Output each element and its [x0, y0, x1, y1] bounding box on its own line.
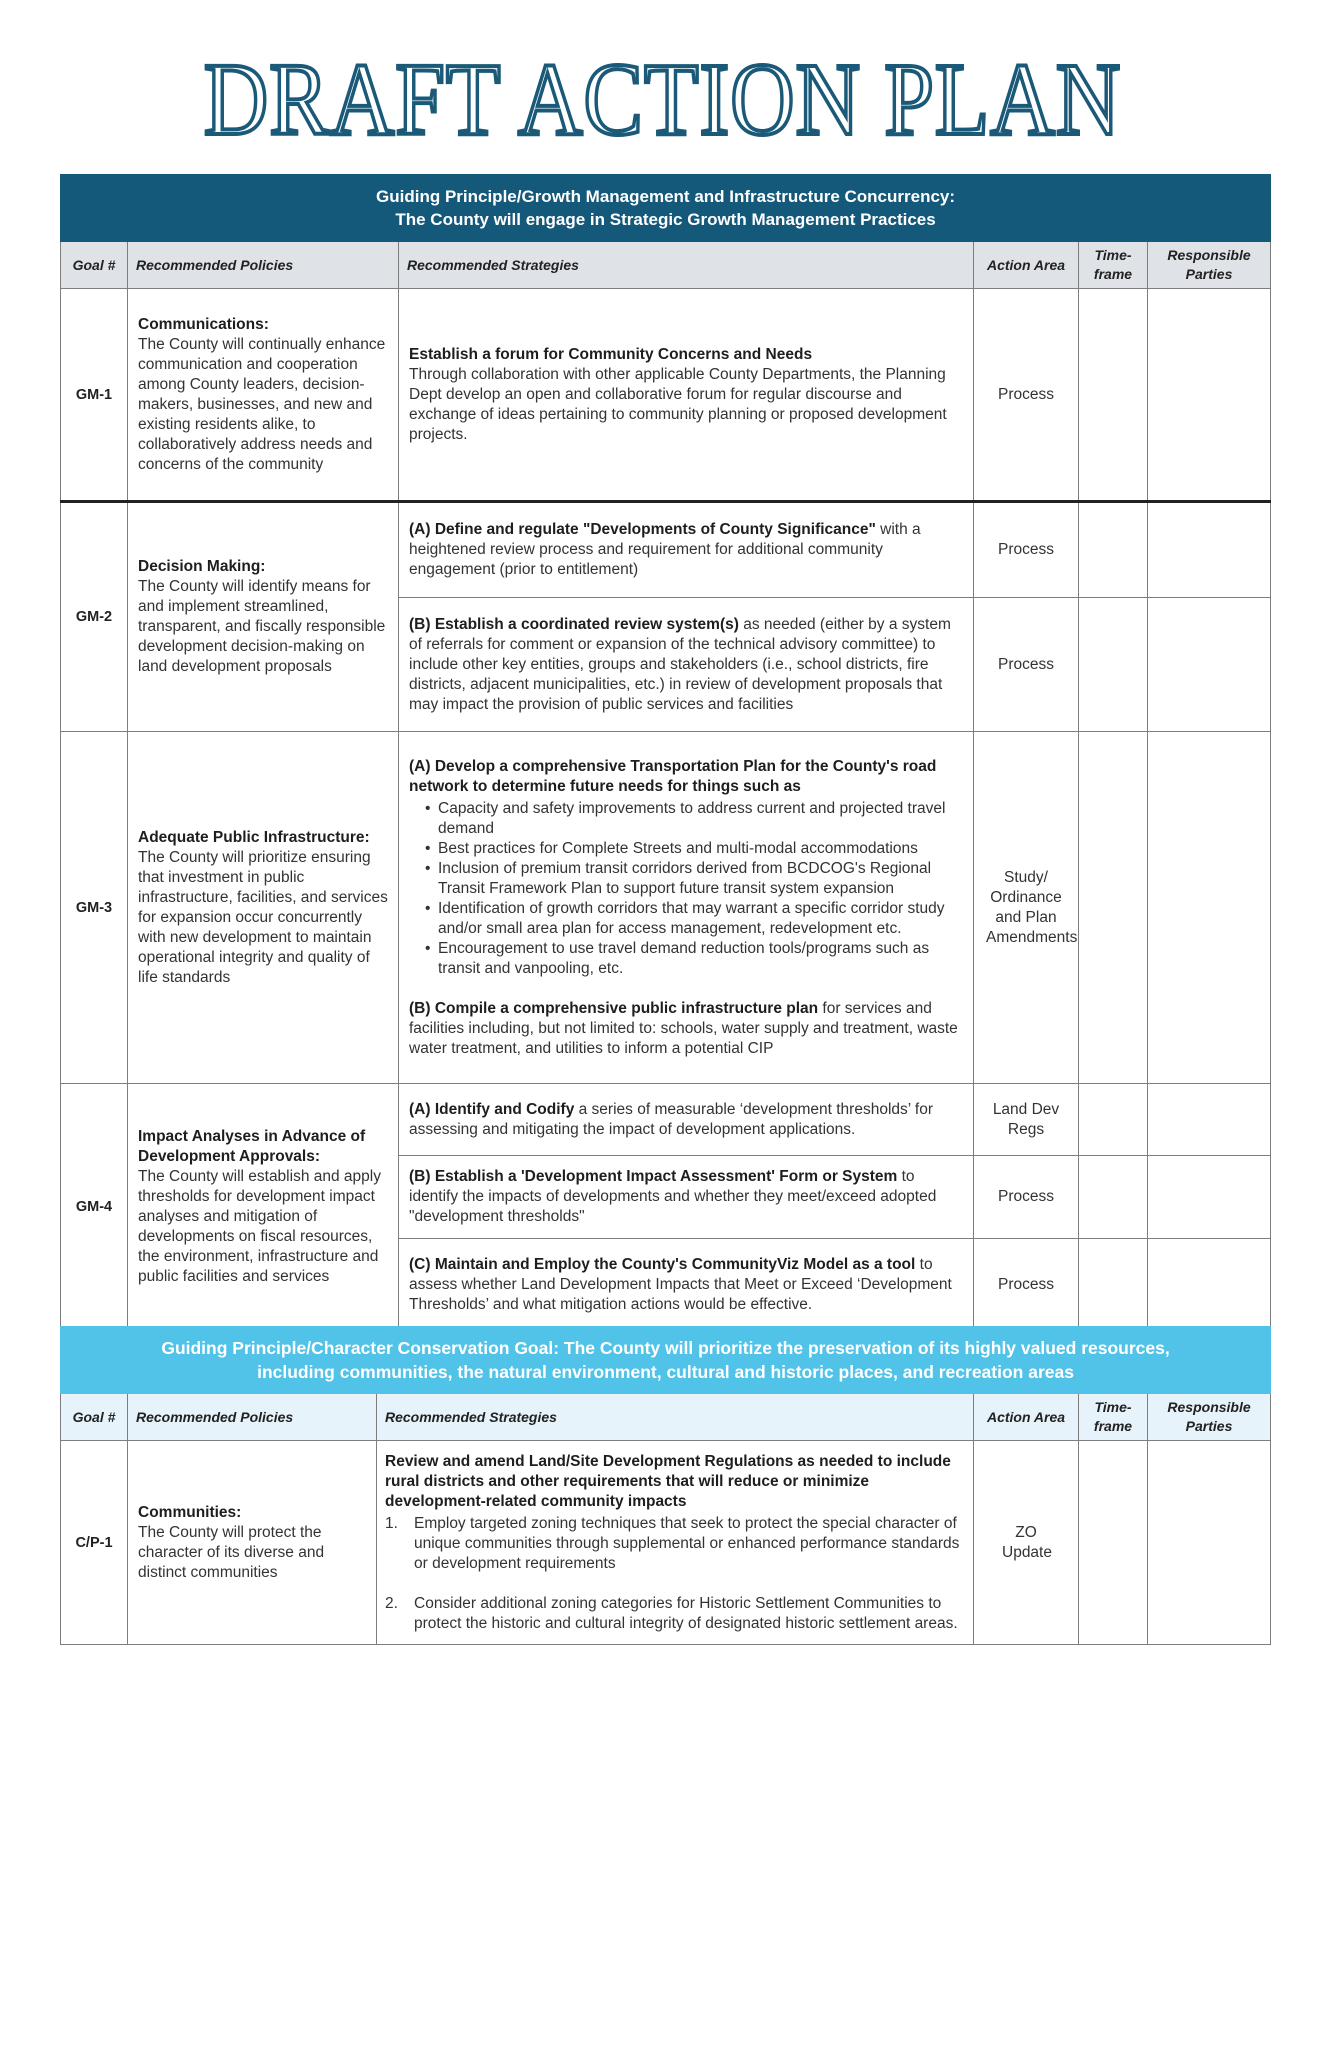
policy-text: The County will identify means for and implement streamlined, transparent, and fiscally responsible development decision-making on land development proposals	[138, 578, 386, 675]
policy-cell	[128, 732, 399, 1084]
strategy-cell	[399, 732, 974, 1084]
responsible-parties-cell	[1148, 502, 1271, 598]
strategy-text: as needed (either by a system of referrals for comment or expansion of the technical advisory committee) to include other key entities, groups and stakeholders (i.e., school districts, fire districts, adjacent municipalities, etc.) in review of development proposals that may impact the provision of public services and facilities	[409, 615, 951, 713]
policy-cell	[128, 289, 399, 502]
col-timeframe: Time-frame	[1079, 1394, 1148, 1441]
list-item: 1. Employ targeted zoning techniques that seek to protect the special character of unique communities through supplemental or enhanced performance standards or development requirements	[385, 1514, 960, 1572]
strategy-cell	[377, 1441, 974, 1645]
growth-management-table	[60, 174, 1271, 1331]
timeframe-cell	[1079, 1441, 1148, 1645]
strategy-numbered-list	[385, 1514, 963, 1634]
timeframe-cell	[1079, 502, 1148, 598]
goal-id: GM-3	[61, 732, 128, 1084]
strategy-text: Through collaboration with other applicable County Departments, the Planning Dept develop an open and collaborative forum for regular discourse and exchange of ideas pertaining to community planning or proposed development projects.	[409, 365, 947, 443]
col-goal: Goal #	[61, 1394, 128, 1441]
strategy-text: to assess whether Land Development Impacts that Meet or Exceed ‘Development Thresholds’ and what mitigation actions would be effective.	[409, 1255, 952, 1313]
goal-id: C/P-1	[61, 1441, 128, 1645]
col-timeframe: Time-frame	[1079, 242, 1148, 289]
goal-id: GM-2	[61, 502, 128, 732]
strategy-text: to identify the impacts of developments and whether they meet/exceed adopted "development thresholds"	[409, 1168, 937, 1225]
policy-cell	[128, 502, 399, 732]
strategy-title: Establish a forum for Community Concerns and Needs	[409, 345, 813, 363]
responsible-parties-cell	[1148, 1441, 1271, 1645]
column-header-row	[61, 242, 1271, 289]
policy-text: The County will establish and apply thresholds for development impact analyses and mitigation of developments on fiscal resources, the environment, infrastructure and public facilities and services	[138, 1168, 381, 1285]
table-row-gm-2a	[61, 502, 1271, 598]
list-item: • Capacity and safety improvements to address current and projected travel demand	[409, 799, 963, 839]
list-item: • Best practices for Complete Streets and multi-modal accommodations	[409, 839, 963, 859]
growth-principle-banner	[61, 175, 1271, 242]
responsible-parties-cell	[1148, 1084, 1271, 1156]
col-policies: Recommended Policies	[128, 242, 399, 289]
strategy-title: Review and amend Land/Site Development Regulations as needed to include rural districts and other requirements that will reduce or minimize development-related community impacts	[385, 1452, 951, 1510]
strategy-cell	[399, 1084, 974, 1156]
strategy-title: (B) Establish a 'Development Impact Assessment' Form or System	[409, 1168, 898, 1185]
list-item: • Encouragement to use travel demand reduction tools/programs such as transit and vanpooling, etc.	[409, 939, 963, 979]
col-responsible-parties: Responsible Parties	[1148, 242, 1271, 289]
strategy-b-text: for services and facilities including, but not limited to: schools, water supply and treatment, waste water treatment, and utilities to inform a potential CIP	[409, 999, 958, 1057]
timeframe-cell	[1079, 598, 1148, 732]
goal-id: GM-4	[61, 1084, 128, 1331]
strategy-b-title: (B) Compile a comprehensive public infrastructure plan	[409, 999, 819, 1017]
policy-title: Adequate Public Infrastructure:	[138, 828, 370, 846]
action-area: Process	[974, 598, 1079, 732]
col-responsible-parties: Responsible Parties	[1148, 1394, 1271, 1441]
policy-text: The County will continually enhance communication and cooperation among County leaders, decision-makers, businesses, and new and existing residents alike, to collaboratively address needs and concerns of the community	[138, 335, 386, 473]
timeframe-cell	[1079, 289, 1148, 502]
list-item: • Inclusion of premium transit corridors derived from BCDCOG's Regional Transit Framework Plan to support future transit system expansion	[409, 859, 963, 899]
character-conservation-table	[60, 1326, 1271, 1645]
strategy-a-title: (A) Develop a comprehensive Transportation Plan for the County's road network to determine future needs for things such as	[409, 757, 937, 795]
table-row-gm-3	[61, 732, 1271, 1084]
column-header-row	[61, 1394, 1271, 1441]
col-strategies: Recommended Strategies	[377, 1394, 974, 1441]
goal-id: GM-1	[61, 289, 128, 502]
col-goal: Goal #	[61, 242, 128, 289]
policy-title: Impact Analyses in Advance of Development Approvals:	[138, 1128, 366, 1165]
action-area: Process	[974, 502, 1079, 598]
banner-line-1: Guiding Principle/Character Conservation Goal: The County will prioritize the preservation of its highly valued resources,	[161, 1338, 1170, 1358]
policy-text: The County will protect the character of its diverse and distinct communities	[138, 1523, 325, 1581]
page-title: DRAFT ACTION PLAN	[203, 42, 1122, 157]
policy-title: Communications:	[138, 315, 269, 333]
strategy-title: (C) Maintain and Employ the County's CommunityViz Model as a tool	[409, 1255, 916, 1273]
strategy-text: with a heightened review process and requirement for additional community engagement (prior to entitlement)	[409, 521, 921, 578]
responsible-parties-cell	[1148, 732, 1271, 1084]
list-item: • Identification of growth corridors that may warrant a specific corridor study and/or small area plan for access management, redevelopment etc.	[409, 899, 963, 939]
strategy-a-bullets	[409, 799, 963, 979]
policy-cell	[128, 1084, 399, 1331]
strategy-title: (B) Establish a coordinated review system(s)	[409, 615, 739, 633]
col-action-area: Action Area	[974, 242, 1079, 289]
col-strategies: Recommended Strategies	[399, 242, 974, 289]
action-area: Process	[974, 289, 1079, 502]
strategy-text: a series of measurable ‘development thresholds’ for assessing and mitigating the impact of development applications.	[409, 1100, 934, 1138]
banner-line-1: Guiding Principle/Growth Management and Infrastructure Concurrency:	[376, 187, 956, 206]
responsible-parties-cell	[1148, 1239, 1271, 1331]
table-row-gm-1	[61, 289, 1271, 502]
timeframe-cell	[1079, 1156, 1148, 1239]
banner-line-2: The County will engage in Strategic Growth Management Practices	[395, 210, 936, 229]
action-area: Process	[974, 1156, 1079, 1239]
responsible-parties-cell	[1148, 598, 1271, 732]
strategy-cell	[399, 289, 974, 502]
strategy-cell	[399, 1239, 974, 1331]
table-row-gm-4a	[61, 1084, 1271, 1156]
table-row-cp-1	[61, 1441, 1271, 1645]
banner-line-2: including communities, the natural environment, cultural and historic places, and recreation areas	[257, 1362, 1074, 1382]
list-item: 2. Consider additional zoning categories for Historic Settlement Communities to protect the historic and cultural integrity of designated historic settlement areas.	[385, 1594, 958, 1632]
policy-title: Communities:	[138, 1503, 242, 1521]
action-area: Land Dev Regs	[974, 1084, 1079, 1156]
timeframe-cell	[1079, 732, 1148, 1084]
policy-text: The County will prioritize ensuring that investment in public infrastructure, facilities, and services for expansion occur concurrently with new development to maintain operational integrity and quality of life standards	[138, 848, 388, 986]
timeframe-cell	[1079, 1239, 1148, 1331]
strategy-title: (A) Identify and Codify	[409, 1100, 575, 1118]
strategy-cell	[399, 598, 974, 732]
timeframe-cell	[1079, 1084, 1148, 1156]
responsible-parties-cell	[1148, 289, 1271, 502]
strategy-title: (A) Define and regulate "Developments of County Significance"	[409, 521, 876, 538]
col-action-area: Action Area	[974, 1394, 1079, 1441]
policy-cell	[128, 1441, 377, 1645]
strategy-cell	[399, 502, 974, 598]
policy-title: Decision Making:	[138, 558, 266, 575]
action-area: Process	[974, 1239, 1079, 1331]
action-area: Study/ Ordinance and Plan Amendments	[974, 732, 1079, 1084]
strategy-cell	[399, 1156, 974, 1239]
action-area: ZO Update	[974, 1441, 1079, 1645]
character-principle-banner	[61, 1327, 1271, 1394]
responsible-parties-cell	[1148, 1156, 1271, 1239]
col-policies: Recommended Policies	[128, 1394, 377, 1441]
